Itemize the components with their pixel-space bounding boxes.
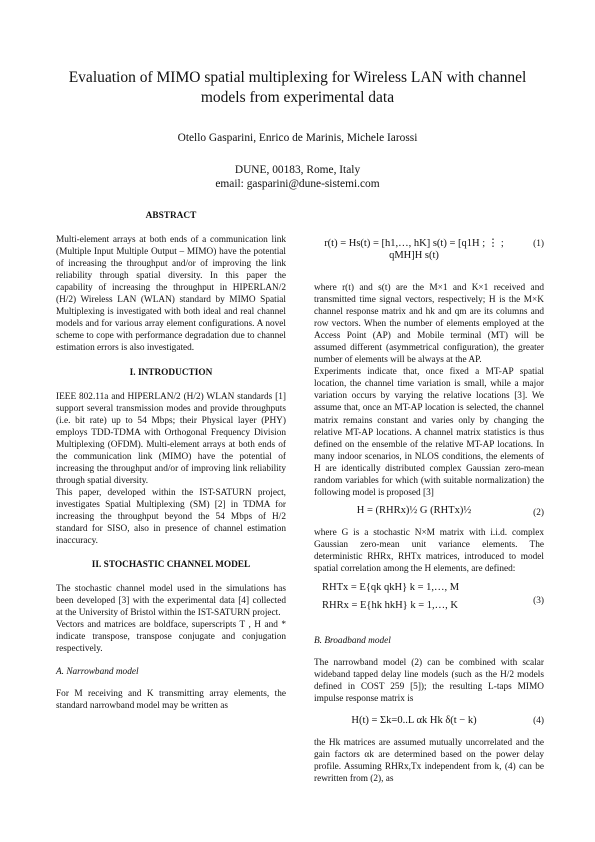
authors: Otello Gasparini, Enrico de Marinis, Michele Iarossi	[177, 132, 418, 144]
introduction-heading: I. INTRODUCTION	[129, 367, 213, 378]
right-paragraph-5: the Hk matrices are assumed mutually uncorrelated and the gain factors αk are determined based on the power delay profile. Assuming RHRx,Tx independent from k, (4) can be rewritten from (2), as	[314, 738, 544, 785]
equation-2-number: (2)	[533, 507, 544, 518]
abstract-heading: ABSTRACT	[145, 211, 197, 221]
equation-3-body	[322, 579, 514, 615]
equation-3-number: (3)	[533, 596, 544, 607]
right-paragraph-4: The narrowband model (2) can be combined with scalar wideband tapped delay line models (such as the H/2 models defined in COST 259 [5]); the resulting L-taps MIMO impulse response matrix is	[314, 658, 544, 705]
right-paragraph-1: where r(t) and s(t) are the M×1 and K×1 received and transmitted time signal vectors, respectively; H is the M×K channel response matrix and hk and qm are its columns and row vectors. When the number of elements employed at the Access Point (AP) and Mobile terminal (MT) will be assumed different (asymmetrical configuration), the greater number of elements will be always at the AP.	[314, 283, 544, 366]
intro-paragraph-1: IEEE 802.11a and HIPERLAN/2 (H/2) WLAN standards [1] support several transmission modes and provide throughputs (i.e. bit rate) up to 54 Mbps; their Physical layer (PHY) employs TDD-TDMA with Orthogonal Frequency Division Multiplexing (OFDM). Multi-element arrays at both ends of the communication link (MIMO) have the potential of increasing the throughput and/or of improving link reliability through spatial diversity.	[56, 391, 286, 486]
email: email: gasparini@dune-sistemi.com	[215, 178, 380, 190]
section2-paragraph-1: The stochastic channel model used in the simulations has been developed [3] with the experimental data [4] collected at the University of Bristol within the IST-SATURN project.	[56, 584, 286, 619]
section2-heading: II. STOCHASTIC CHANNEL MODEL	[91, 560, 251, 571]
equation-1-number: (1)	[533, 239, 544, 249]
equation-1	[314, 212, 544, 282]
subsection-a-heading: A. Narrowband model	[56, 666, 139, 677]
equation-2	[314, 505, 544, 527]
subsection-b-heading: B. Broadband model	[314, 636, 391, 647]
equation-1-body: r(t) = Hs(t) = [h1,…, hK] s(t) = [q1H ; ⋮ ; qMH]H s(t)	[324, 238, 504, 262]
right-paragraph-3: where G is a stochastic N×M matrix with i.i.d. complex Gaussian zero-mean unit variance elements. The deterministic RHRx, RHTx matrices, introduced to model spatial correlation among the H elements, are defined:	[314, 527, 544, 574]
section2-paragraph-2: Vectors and matrices are boldface, superscripts T , H and * indicate transpose, transpose conjugate and conjugation respectively.	[56, 620, 286, 655]
equation-3-line-1: RHTx = E{qk qkH} k = 1,…, M	[322, 582, 460, 594]
affiliation: DUNE, 00183, Rome, Italy	[234, 164, 361, 176]
equation-2-body: H = (RHRx)½ G (RHTx)½	[356, 504, 472, 516]
section2-paragraph-3: For M receiving and K transmitting array elements, the standard narrowband model may be written as	[56, 688, 286, 711]
paper-title: Evaluation of MIMO spatial multiplexing for Wireless LAN with channel models from experimental data	[68, 69, 527, 106]
left-column	[56, 210, 286, 712]
intro-paragraph-2: This paper, developed within the IST-SATURN project, investigates Spatial Multiplexing (SM) [2] in TDMA for increasing the throughput beyond the 54 Mbps of H/2 standard for SISO, also in presence of channel estimation inaccuracy.	[56, 487, 286, 547]
right-column	[314, 212, 544, 785]
equation-4-number: (4)	[533, 716, 544, 727]
equation-3-line-2: RHRx = E{hk hkH} k = 1,…, K	[322, 600, 458, 612]
equation-4	[314, 711, 544, 737]
equation-3	[314, 579, 544, 625]
right-paragraph-2: Experiments indicate that, once fixed a MT-AP spatial location, the channel time variation is small, while a major variation occurs by varying the relative locations [3]. We assume that, once an MT-AP location is selected, the channel matrix remains constant and varies only by changing the relative MT-AP locations. A channel matrix statistics is thus defined on the ensemble of the relative MT-AP locations. In many indoor scenarios, in NLOS conditions, the elements of H are identically distributed complex Gaussian zero-mean random variables for which (with suitable normalization) the following model is proposed [3]	[314, 367, 544, 498]
equation-4-body: H(t) = Σk=0..L αk Hk δ(t − k)	[351, 715, 477, 727]
abstract-text: Multi-element arrays at both ends of a communication link (Multiple Input Multiple Output – MIMO) have the potential of increasing the throughput and/or of improving the link reliability through spatial diversity. In this paper the capability of increasing the throughput in HIPERLAN/2 (H/2) Wireless LAN (WLAN) standard by MIMO Spatial Multiplexing is investigated with both ideal and real channel models and for various array element configurations. A novel scheme to cope with performance degradation due to channel estimation errors is also investigated.	[56, 235, 286, 354]
